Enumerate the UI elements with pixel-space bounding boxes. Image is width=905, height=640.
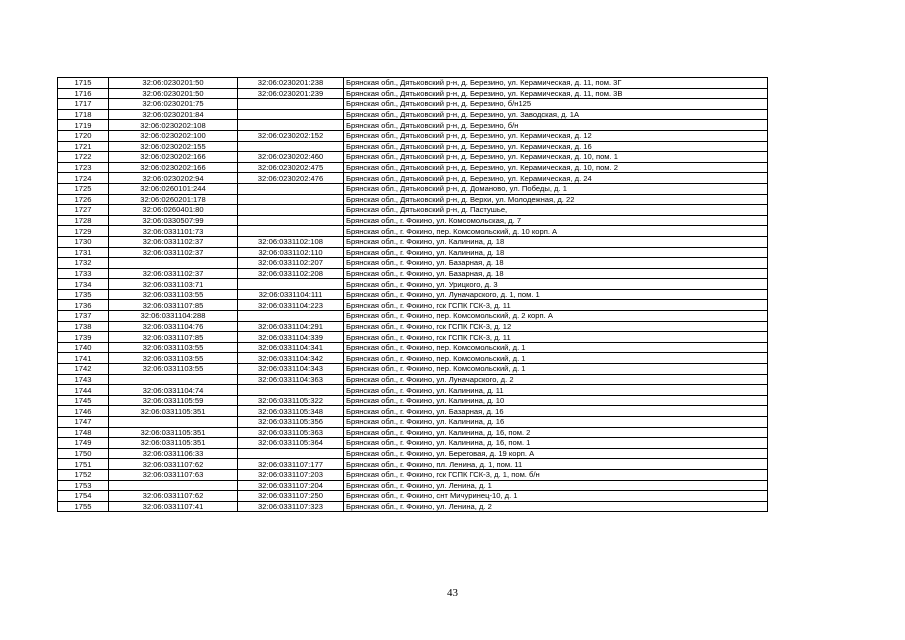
address-cell: Брянская обл., г. Фокино, ул. Калинина, д. 18	[344, 236, 768, 247]
row-number-cell: 1730	[58, 236, 109, 247]
table-row	[58, 438, 768, 449]
row-number-cell: 1721	[58, 141, 109, 152]
object-cadastral-cell: 32:06:0331107:203	[238, 469, 344, 480]
address-cell: Брянская обл., г. Фокино, ул. Ленина, д. 2	[344, 501, 768, 512]
row-number-cell: 1754	[58, 491, 109, 502]
address-cell: Брянская обл., Дятьковский р-н, д. Березино, ул. Керамическая, д. 11, пом. 3В	[344, 88, 768, 99]
table-row	[58, 162, 768, 173]
row-number-cell: 1715	[58, 78, 109, 89]
object-cadastral-cell	[238, 215, 344, 226]
table-row	[58, 374, 768, 385]
object-cadastral-cell: 32:06:0331107:323	[238, 501, 344, 512]
table-row	[58, 194, 768, 205]
address-cell: Брянская обл., Дятьковский р-н, д. Березино, б/н125	[344, 99, 768, 110]
row-number-cell: 1717	[58, 99, 109, 110]
object-cadastral-cell: 32:06:0331104:341	[238, 342, 344, 353]
table-row	[58, 99, 768, 110]
object-cadastral-cell: 32:06:0230201:238	[238, 78, 344, 89]
address-cell: Брянская обл., г. Фокино, ул. Ленина, д. 1	[344, 480, 768, 491]
parcel-cadastral-cell: 32:06:0331105:351	[109, 406, 238, 417]
table-row	[58, 88, 768, 99]
row-number-cell: 1716	[58, 88, 109, 99]
parcel-cadastral-cell: 32:06:0230201:50	[109, 88, 238, 99]
address-cell: Брянская обл., г. Фокино, гск ГСПК ГСК-3, д. 11	[344, 332, 768, 343]
parcel-cadastral-cell: 32:06:0331101:73	[109, 226, 238, 237]
parcel-cadastral-cell: 32:06:0230202:166	[109, 162, 238, 173]
address-cell: Брянская обл., г. Фокино, ул. Калинина, д. 16	[344, 417, 768, 428]
parcel-cadastral-cell: 32:06:0331102:37	[109, 247, 238, 258]
row-number-cell: 1735	[58, 289, 109, 300]
parcel-cadastral-cell: 32:06:0331104:288	[109, 311, 238, 322]
parcel-cadastral-cell: 32:06:0331103:55	[109, 353, 238, 364]
row-number-cell: 1726	[58, 194, 109, 205]
address-cell: Брянская обл., Дятьковский р-н, д. Березино, ул. Керамическая, д. 10, пом. 2	[344, 162, 768, 173]
row-number-cell: 1740	[58, 342, 109, 353]
object-cadastral-cell	[238, 226, 344, 237]
parcel-cadastral-cell: 32:06:0331105:351	[109, 427, 238, 438]
parcel-cadastral-cell: 32:06:0230202:94	[109, 173, 238, 184]
row-number-cell: 1725	[58, 183, 109, 194]
row-number-cell: 1729	[58, 226, 109, 237]
table-row	[58, 353, 768, 364]
address-cell: Брянская обл., г. Фокино, пер. Комсомольский, д. 1	[344, 353, 768, 364]
object-cadastral-cell: 32:06:0230202:475	[238, 162, 344, 173]
table-row	[58, 459, 768, 470]
object-cadastral-cell	[238, 183, 344, 194]
address-cell: Брянская обл., Дятьковский р-н, д. Березино, ул. Керамическая, д. 10, пом. 1	[344, 152, 768, 163]
object-cadastral-cell	[238, 385, 344, 396]
row-number-cell: 1739	[58, 332, 109, 343]
object-cadastral-cell	[238, 99, 344, 110]
table-row	[58, 205, 768, 216]
address-cell: Брянская обл., Дятьковский р-н, д. Березино, ул. Керамическая, д. 12	[344, 130, 768, 141]
row-number-cell: 1752	[58, 469, 109, 480]
object-cadastral-cell: 32:06:0331104:363	[238, 374, 344, 385]
address-cell: Брянская обл., г. Фокино, ул. Луначарского, д. 2	[344, 374, 768, 385]
object-cadastral-cell: 32:06:0230202:152	[238, 130, 344, 141]
row-number-cell: 1755	[58, 501, 109, 512]
row-number-cell: 1742	[58, 364, 109, 375]
table-row	[58, 417, 768, 428]
row-number-cell: 1719	[58, 120, 109, 131]
object-cadastral-cell: 32:06:0331104:111	[238, 289, 344, 300]
table-row	[58, 395, 768, 406]
parcel-cadastral-cell: 32:06:0330507:99	[109, 215, 238, 226]
parcel-cadastral-cell: 32:06:0331105:351	[109, 438, 238, 449]
address-cell: Брянская обл., г. Фокино, ул. Урицкого, д. 3	[344, 279, 768, 290]
object-cadastral-cell: 32:06:0331105:363	[238, 427, 344, 438]
table-row	[58, 78, 768, 89]
object-cadastral-cell: 32:06:0331102:110	[238, 247, 344, 258]
object-cadastral-cell: 32:06:0331104:342	[238, 353, 344, 364]
parcel-cadastral-cell: 32:06:0331103:55	[109, 289, 238, 300]
object-cadastral-cell: 32:06:0230201:239	[238, 88, 344, 99]
table-row	[58, 501, 768, 512]
object-cadastral-cell	[238, 109, 344, 120]
address-cell: Брянская обл., Дятьковский р-н, д. Березино, ул. Керамическая, д. 16	[344, 141, 768, 152]
table-row	[58, 141, 768, 152]
address-cell: Брянская обл., г. Фокино, гск ГСПК ГСК-3, д. 1, пом. б/н	[344, 469, 768, 480]
object-cadastral-cell	[238, 279, 344, 290]
row-number-cell: 1737	[58, 311, 109, 322]
table-row	[58, 480, 768, 491]
row-number-cell: 1732	[58, 258, 109, 269]
table-row	[58, 364, 768, 375]
row-number-cell: 1728	[58, 215, 109, 226]
row-number-cell: 1747	[58, 417, 109, 428]
object-cadastral-cell	[238, 141, 344, 152]
table-row	[58, 268, 768, 279]
row-number-cell: 1727	[58, 205, 109, 216]
object-cadastral-cell: 32:06:0331105:356	[238, 417, 344, 428]
object-cadastral-cell: 32:06:0331107:204	[238, 480, 344, 491]
object-cadastral-cell: 32:06:0331104:339	[238, 332, 344, 343]
address-cell: Брянская обл., Дятьковский р-н, д. Березино, ул. Заводская, д. 1А	[344, 109, 768, 120]
address-cell: Брянская обл., Дятьковский р-н, д. Березино, ул. Керамическая, д. 24	[344, 173, 768, 184]
object-cadastral-cell: 32:06:0331102:108	[238, 236, 344, 247]
object-cadastral-cell	[238, 311, 344, 322]
row-number-cell: 1744	[58, 385, 109, 396]
row-number-cell: 1741	[58, 353, 109, 364]
table-row	[58, 279, 768, 290]
table-row	[58, 183, 768, 194]
parcel-cadastral-cell: 32:06:0331107:85	[109, 332, 238, 343]
row-number-cell: 1722	[58, 152, 109, 163]
object-cadastral-cell: 32:06:0230202:460	[238, 152, 344, 163]
object-cadastral-cell: 32:06:0331107:177	[238, 459, 344, 470]
parcel-cadastral-cell: 32:06:0230202:155	[109, 141, 238, 152]
table-row	[58, 469, 768, 480]
object-cadastral-cell: 32:06:0331104:343	[238, 364, 344, 375]
page-number: 43	[447, 587, 458, 599]
table-row	[58, 342, 768, 353]
table-row	[58, 236, 768, 247]
row-number-cell: 1734	[58, 279, 109, 290]
row-number-cell: 1724	[58, 173, 109, 184]
object-cadastral-cell: 32:06:0331104:223	[238, 300, 344, 311]
object-cadastral-cell	[238, 205, 344, 216]
row-number-cell: 1746	[58, 406, 109, 417]
table-row	[58, 226, 768, 237]
row-number-cell: 1738	[58, 321, 109, 332]
row-number-cell: 1718	[58, 109, 109, 120]
parcel-cadastral-cell: 32:06:0230202:108	[109, 120, 238, 131]
row-number-cell: 1720	[58, 130, 109, 141]
object-cadastral-cell: 32:06:0331105:364	[238, 438, 344, 449]
parcel-cadastral-cell: 32:06:0331106:33	[109, 448, 238, 459]
parcel-cadastral-cell: 32:06:0331107:85	[109, 300, 238, 311]
registry-table	[57, 77, 768, 512]
address-cell: Брянская обл., г. Фокино, ул. Базарная, д. 18	[344, 258, 768, 269]
object-cadastral-cell: 32:06:0230202:476	[238, 173, 344, 184]
row-number-cell: 1745	[58, 395, 109, 406]
address-cell: Брянская обл., г. Фокино, пер. Комсомольский, д. 1	[344, 364, 768, 375]
row-number-cell: 1751	[58, 459, 109, 470]
table-row	[58, 109, 768, 120]
table-row	[58, 491, 768, 502]
object-cadastral-cell: 32:06:0331105:322	[238, 395, 344, 406]
address-cell: Брянская обл., г. Фокино, пер. Комсомольский, д. 2 корп. А	[344, 311, 768, 322]
table-row	[58, 247, 768, 258]
parcel-cadastral-cell: 32:06:0331102:37	[109, 236, 238, 247]
parcel-cadastral-cell	[109, 480, 238, 491]
object-cadastral-cell: 32:06:0331102:207	[238, 258, 344, 269]
address-cell: Брянская обл., Дятьковский р-н, д. Верхи, ул. Молодежная, д. 22	[344, 194, 768, 205]
parcel-cadastral-cell	[109, 258, 238, 269]
table-row	[58, 321, 768, 332]
address-cell: Брянская обл., г. Фокино, ул. Береговая, д. 19 корп. А	[344, 448, 768, 459]
parcel-cadastral-cell: 32:06:0230202:100	[109, 130, 238, 141]
parcel-cadastral-cell: 32:06:0331107:41	[109, 501, 238, 512]
table-row	[58, 385, 768, 396]
table-row	[58, 427, 768, 438]
address-cell: Брянская обл., Дятьковский р-н, д. Доманово, ул. Победы, д. 1	[344, 183, 768, 194]
parcel-cadastral-cell: 32:06:0260101:244	[109, 183, 238, 194]
parcel-cadastral-cell: 32:06:0331107:62	[109, 459, 238, 470]
address-cell: Брянская обл., г. Фокино, снт Мичуринец-10, д. 1	[344, 491, 768, 502]
parcel-cadastral-cell: 32:06:0331104:74	[109, 385, 238, 396]
table-row	[58, 152, 768, 163]
row-number-cell: 1743	[58, 374, 109, 385]
parcel-cadastral-cell: 32:06:0260401:80	[109, 205, 238, 216]
row-number-cell: 1748	[58, 427, 109, 438]
object-cadastral-cell: 32:06:0331104:291	[238, 321, 344, 332]
parcel-cadastral-cell: 32:06:0331104:76	[109, 321, 238, 332]
row-number-cell: 1750	[58, 448, 109, 459]
table-row	[58, 289, 768, 300]
parcel-cadastral-cell: 32:06:0331102:37	[109, 268, 238, 279]
table-row	[58, 215, 768, 226]
parcel-cadastral-cell: 32:06:0331107:62	[109, 491, 238, 502]
object-cadastral-cell: 32:06:0331102:208	[238, 268, 344, 279]
registry-table-body	[58, 78, 768, 512]
address-cell: Брянская обл., г. Фокино, пл. Ленина, д. 1, пом. 11	[344, 459, 768, 470]
address-cell: Брянская обл., г. Фокино, пер. Комсомольский, д. 10 корп. А	[344, 226, 768, 237]
parcel-cadastral-cell: 32:06:0331107:63	[109, 469, 238, 480]
parcel-cadastral-cell: 32:06:0230201:84	[109, 109, 238, 120]
table-row	[58, 173, 768, 184]
parcel-cadastral-cell: 32:06:0331103:55	[109, 364, 238, 375]
parcel-cadastral-cell	[109, 417, 238, 428]
address-cell: Брянская обл., г. Фокино, ул. Калинина, д. 11	[344, 385, 768, 396]
address-cell: Брянская обл., г. Фокино, гск ГСПК ГСК-3, д. 12	[344, 321, 768, 332]
address-cell: Брянская обл., Дятьковский р-н, д. Пастушье,	[344, 205, 768, 216]
object-cadastral-cell: 32:06:0331107:250	[238, 491, 344, 502]
address-cell: Брянская обл., Дятьковский р-н, д. Березино, ул. Керамическая, д. 11, пом. 3Г	[344, 78, 768, 89]
table-row	[58, 311, 768, 322]
row-number-cell: 1733	[58, 268, 109, 279]
object-cadastral-cell: 32:06:0331105:348	[238, 406, 344, 417]
address-cell: Брянская обл., Дятьковский р-н, д. Березино, б/н	[344, 120, 768, 131]
row-number-cell: 1753	[58, 480, 109, 491]
row-number-cell: 1749	[58, 438, 109, 449]
parcel-cadastral-cell: 32:06:0331103:71	[109, 279, 238, 290]
parcel-cadastral-cell: 32:06:0331103:55	[109, 342, 238, 353]
address-cell: Брянская обл., г. Фокино, пер. Комсомольский, д. 1	[344, 342, 768, 353]
parcel-cadastral-cell: 32:06:0230202:166	[109, 152, 238, 163]
address-cell: Брянская обл., г. Фокино, ул. Комсомольская, д. 7	[344, 215, 768, 226]
table-row	[58, 258, 768, 269]
address-cell: Брянская обл., г. Фокино, ул. Калинина, д. 18	[344, 247, 768, 258]
address-cell: Брянская обл., г. Фокино, гск ГСПК ГСК-3, д. 11	[344, 300, 768, 311]
table-row	[58, 120, 768, 131]
table-row	[58, 300, 768, 311]
parcel-cadastral-cell: 32:06:0260201:178	[109, 194, 238, 205]
row-number-cell: 1723	[58, 162, 109, 173]
parcel-cadastral-cell: 32:06:0331105:59	[109, 395, 238, 406]
address-cell: Брянская обл., г. Фокино, ул. Базарная, д. 18	[344, 268, 768, 279]
address-cell: Брянская обл., г. Фокино, ул. Калинина, д. 16, пом. 2	[344, 427, 768, 438]
address-cell: Брянская обл., г. Фокино, ул. Луначарского, д. 1, пом. 1	[344, 289, 768, 300]
parcel-cadastral-cell: 32:06:0230201:50	[109, 78, 238, 89]
table-row	[58, 332, 768, 343]
table-row	[58, 406, 768, 417]
parcel-cadastral-cell: 32:06:0230201:75	[109, 99, 238, 110]
object-cadastral-cell	[238, 448, 344, 459]
row-number-cell: 1736	[58, 300, 109, 311]
table-row	[58, 448, 768, 459]
table-row	[58, 130, 768, 141]
row-number-cell: 1731	[58, 247, 109, 258]
object-cadastral-cell	[238, 120, 344, 131]
address-cell: Брянская обл., г. Фокино, ул. Калинина, д. 10	[344, 395, 768, 406]
object-cadastral-cell	[238, 194, 344, 205]
parcel-cadastral-cell	[109, 374, 238, 385]
address-cell: Брянская обл., г. Фокино, ул. Базарная, д. 16	[344, 406, 768, 417]
address-cell: Брянская обл., г. Фокино, ул. Калинина, д. 16, пом. 1	[344, 438, 768, 449]
